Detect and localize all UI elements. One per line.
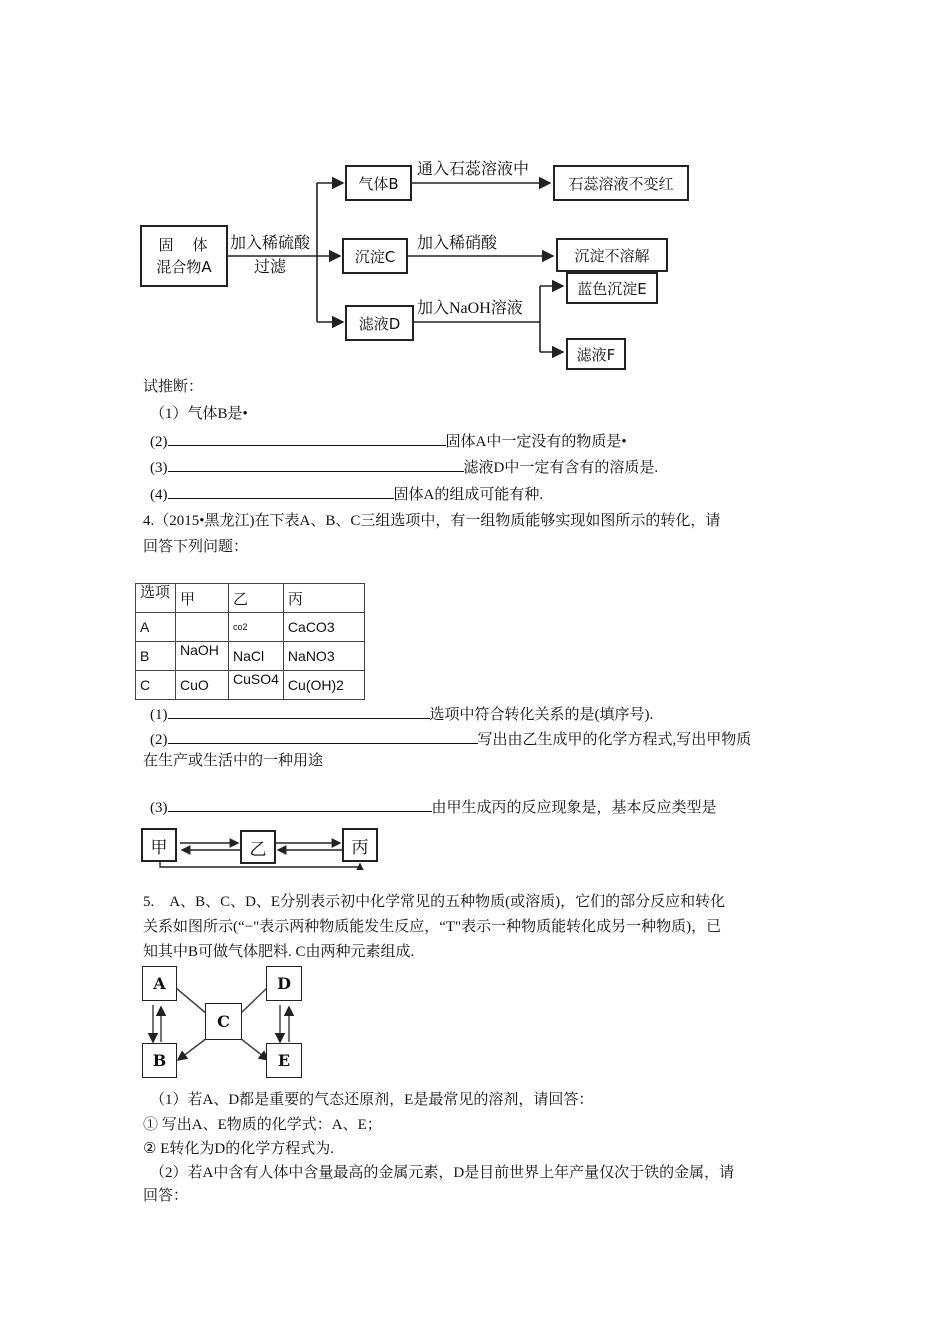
to-d-label: 加入NaOH溶液 bbox=[417, 300, 523, 317]
q5-line2: 关系如图所示(“−"表示两种物质能发生反应，“T"表示一种物质能转化成另一种物质)，已 bbox=[143, 919, 722, 935]
node-b bbox=[142, 1043, 177, 1078]
gas-b-label: 气体B bbox=[358, 174, 399, 193]
q3-part4-num: (4) bbox=[150, 487, 168, 503]
node-b-label: B bbox=[152, 1051, 167, 1070]
q3-part2-num: (2) bbox=[150, 434, 168, 450]
diagram-yi-box bbox=[240, 830, 276, 864]
q3-part2 bbox=[150, 431, 627, 452]
result-b-label: 石蕊溶液不变红 bbox=[568, 174, 674, 193]
table-header-cell: 选项 bbox=[136, 584, 176, 613]
q4-answer2-text: 写出由乙生成甲的化学方程式,写出甲物质 bbox=[477, 732, 752, 748]
q5-sub2-line1: （2）若A中含有人体中含量最高的金属元素，D是目前世界上年产量仅次于铁的金属，请 bbox=[150, 1165, 735, 1181]
solid-a-box bbox=[140, 225, 228, 287]
options-table bbox=[135, 583, 365, 700]
q4-line2: 回答下列问题： bbox=[143, 539, 249, 555]
table-cell: C bbox=[136, 671, 176, 700]
q3-answer-blank-2[interactable] bbox=[168, 431, 446, 446]
q5-sub1: （1）若A、D都是重要的气态还原剂，E是最常见的溶剂，请回答： bbox=[150, 1092, 594, 1108]
node-d-label: D bbox=[277, 974, 291, 993]
q5-sub2-line2: 回答： bbox=[143, 1188, 189, 1204]
diagram-yi-label: 乙 bbox=[249, 839, 267, 860]
node-c-label: C bbox=[217, 1012, 230, 1031]
table-header-cell: 丙 bbox=[283, 584, 364, 613]
q5-sub1b: ② E转化为D的化学方程式为. bbox=[143, 1141, 334, 1157]
to-c-label: 加入稀硝酸 bbox=[417, 235, 498, 252]
step1-label-2: 过滤 bbox=[254, 259, 287, 276]
table-row bbox=[136, 613, 365, 642]
q3-part2-text: 固体A中一定没有的物质是• bbox=[445, 434, 627, 450]
table-cell: NaCl bbox=[229, 642, 284, 671]
node-d bbox=[266, 966, 302, 1001]
table-cell: CuO bbox=[176, 671, 229, 700]
filtrate-d-label: 滤液D bbox=[358, 314, 401, 333]
q4-answer1-text: 选项中符合转化关系的是(填序号). bbox=[429, 707, 654, 723]
result-c-box bbox=[556, 238, 668, 272]
diagram-jia-label: 甲 bbox=[150, 837, 168, 858]
result-b-box bbox=[553, 165, 689, 201]
result-e-label: 蓝色沉淀E bbox=[577, 279, 647, 298]
q3-answer-blank-4[interactable] bbox=[168, 484, 394, 499]
solid-a-label-2: 混合物A bbox=[156, 258, 212, 276]
q4-answer3-num: (3) bbox=[150, 800, 168, 816]
table-cell bbox=[176, 613, 229, 642]
gas-b-box bbox=[345, 165, 412, 201]
q5-line3: 知其中B可做气体肥料. C由两种元素组成. bbox=[143, 944, 415, 960]
q4-answer3 bbox=[150, 797, 717, 818]
table-cell: A bbox=[136, 613, 176, 642]
q4-answer1-num: (1) bbox=[150, 707, 168, 723]
q3-part3 bbox=[150, 457, 658, 478]
result-e-box bbox=[566, 272, 658, 304]
q4-answer-blank-1[interactable] bbox=[168, 704, 430, 719]
diagram-bing-label: 丙 bbox=[351, 837, 369, 858]
table-header-cell: 甲 bbox=[176, 584, 229, 613]
q4-answer2-line2: 在生产或生活中的一种用途 bbox=[143, 753, 324, 769]
precip-c-label: 沉淀C bbox=[354, 247, 396, 266]
table-row bbox=[136, 671, 365, 700]
q5-line1: 5. A、B、C、D、E分别表示初中化学常见的五种物质(或溶质)，它们的部分反应和转化 bbox=[143, 894, 726, 910]
result-f-box bbox=[566, 338, 626, 370]
result-c-label: 沉淀不溶解 bbox=[574, 246, 650, 265]
table-cell: Cu(OH)2 bbox=[283, 671, 364, 700]
node-e bbox=[266, 1043, 302, 1078]
q4-answer3-text: 由甲生成丙的反应现象是，基本反应类型是 bbox=[431, 800, 717, 816]
q3-intro: 试推断： bbox=[143, 379, 204, 395]
q4-answer-blank-3[interactable] bbox=[168, 797, 432, 812]
q3-part1: （1）气体B是• bbox=[150, 406, 248, 422]
to-b-label: 通入石蕊溶液中 bbox=[417, 161, 530, 178]
step1-label-1: 加入稀硫酸 bbox=[230, 235, 311, 252]
node-c bbox=[205, 1003, 242, 1040]
table-row bbox=[136, 642, 365, 671]
diagram-bing-box bbox=[342, 828, 378, 862]
table-header-row bbox=[136, 584, 365, 613]
node-a-label: A bbox=[153, 974, 166, 993]
q3-answer-blank-3[interactable] bbox=[168, 457, 464, 472]
q4-answer1 bbox=[150, 704, 653, 725]
table-cell: NaNO3 bbox=[283, 642, 364, 671]
q5-sub1a: ① 写出A、E物质的化学式：A、E； bbox=[143, 1117, 382, 1133]
node-e-label: E bbox=[277, 1051, 291, 1070]
solid-a-label-1: 固 体 bbox=[158, 236, 210, 254]
table-cell: B bbox=[136, 642, 176, 671]
diagram-jia-box bbox=[141, 828, 177, 862]
q4-answer2-num: (2) bbox=[150, 732, 168, 748]
q3-part4 bbox=[150, 484, 543, 505]
q3-part4-text: 固体A的组成可能有种. bbox=[393, 487, 544, 503]
flowchart-lines bbox=[0, 0, 950, 380]
table-cell: NaOH bbox=[176, 642, 229, 671]
precip-c-box bbox=[342, 238, 408, 274]
table-cell: co2 bbox=[229, 613, 284, 642]
filtrate-d-box bbox=[345, 305, 414, 341]
node-a bbox=[142, 966, 177, 1001]
table-header-cell: 乙 bbox=[229, 584, 284, 613]
q3-part3-text: 滤液D中一定有含有的溶质是. bbox=[463, 460, 659, 476]
q4-answer-blank-2[interactable] bbox=[168, 729, 478, 744]
table-cell: CaCO3 bbox=[283, 613, 364, 642]
q4-line1: 4.（2015•黑龙江)在下表A、B、C三组选项中，有一组物质能够实现如图所示的转化，请 bbox=[143, 513, 721, 529]
table-cell: CuSO4 bbox=[229, 671, 284, 700]
q4-answer2 bbox=[150, 729, 751, 750]
result-f-label: 滤液F bbox=[576, 345, 616, 364]
q3-part3-num: (3) bbox=[150, 460, 168, 476]
